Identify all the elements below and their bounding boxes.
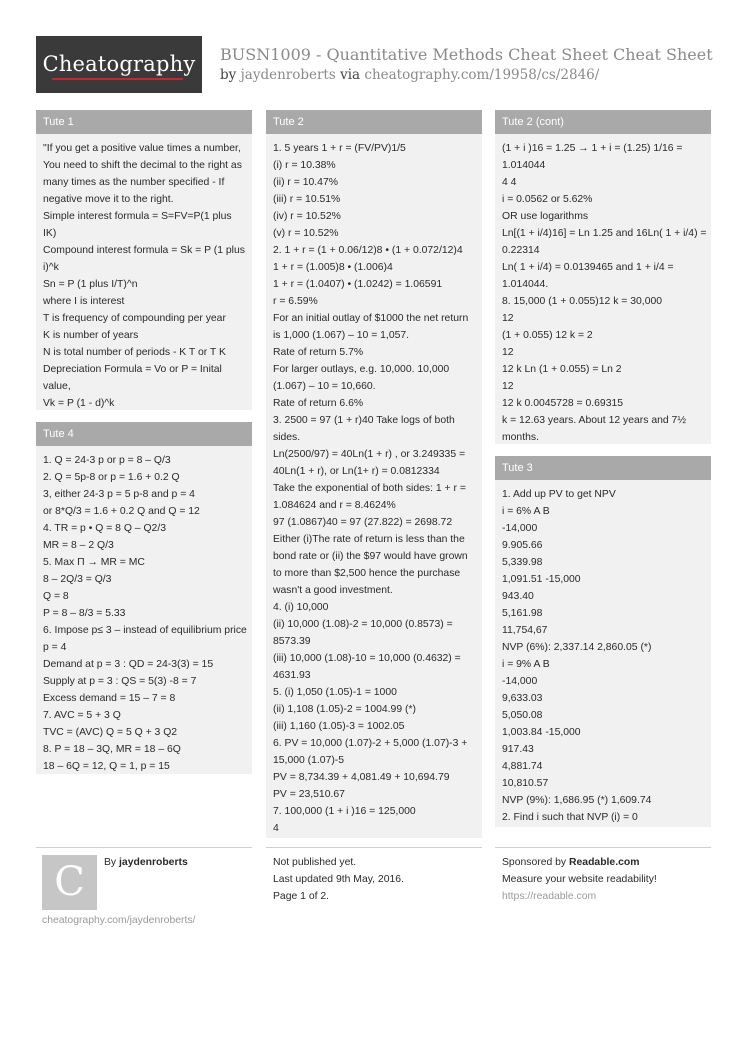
text-line: 40Ln(1 + r), or Ln(1+ r) = 0.0812334 — [273, 466, 440, 477]
avatar[interactable] — [42, 855, 97, 910]
text-line: 4 — [273, 823, 279, 834]
author-link[interactable]: jaydenroberts — [240, 67, 336, 83]
text-line: 2. 1 + r = (1 + 0.06/12)8 • (1 + 0.072/12)4 — [273, 245, 463, 256]
text-line: Ln[(1 + i/4)16] = Ln 1.25 and 16Ln( 1 + i/4) = — [502, 228, 707, 239]
text-line: (ii) 1,108 (1.05)-2 = 1004.99 (*) — [273, 704, 416, 715]
text-line: 10,810.57 — [502, 778, 549, 789]
text-line: to more than $2,500 hence the purchase — [273, 568, 461, 579]
text-line: NVP (6%): 2,337.14 2,860.05 (*) — [502, 642, 652, 653]
text-line: 0.22314 — [502, 245, 540, 256]
byline — [220, 67, 599, 83]
text-line: (iii) 10,000 (1.08)-10 = 10,000 (0.4632) = — [273, 653, 461, 664]
footer-author — [104, 854, 188, 871]
logo-underline — [52, 78, 183, 80]
text-line: (iii) r = 10.51% — [273, 194, 341, 205]
text-line: value, — [43, 381, 71, 392]
text-line: Either (i)The rate of return is less than the — [273, 534, 465, 545]
text-line: Q = 8 — [43, 591, 69, 602]
text-line: 1.084624 and r = 8.4624% — [273, 500, 396, 511]
cheatography-logo[interactable] — [36, 36, 202, 93]
text-line: 943.40 — [502, 591, 534, 602]
text-line: PV = 8,734.39 + 4,081.49 + 10,694.79 — [273, 772, 450, 783]
text-line: i = 9% A B — [502, 659, 550, 670]
text-line: 3. 2500 = 97 (1 + r)40 Take logs of both — [273, 415, 455, 426]
text-line: p = 4 — [43, 642, 67, 653]
text-line: Take the exponential of both sides: 1 + r = — [273, 483, 466, 494]
text-line: 6. PV = 10,000 (1.07)-2 + 5,000 (1.07)-3 + — [273, 738, 468, 749]
text-line: 11,754,67 — [502, 625, 548, 636]
text-line: Ln(2500/97) = 40Ln(1 + r) , or 3.249335 = — [273, 449, 466, 460]
text-line: 4 4 — [502, 177, 517, 188]
text-line: (v) r = 10.52% — [273, 228, 339, 239]
text-line: (1 + 0.055) 12 k = 2 — [502, 330, 593, 341]
text-line: 7. AVC = 5 + 3 Q — [43, 710, 121, 721]
via-word: via — [340, 67, 361, 83]
text-line: 5,050.08 — [502, 710, 543, 721]
text-line: k = 12.63 years. About 12 years and 7½ — [502, 415, 686, 426]
text-line: Demand at p = 3 : QD = 24-3(3) = 15 — [43, 659, 214, 670]
text-line: (ii) 10,000 (1.08)-2 = 10,000 (0.8573) = — [273, 619, 453, 630]
section-title: Tute 3 — [495, 456, 711, 480]
text-line: 1.014044 — [502, 160, 546, 171]
section-body — [36, 446, 252, 779]
text-line: IK) — [43, 228, 57, 239]
text-line: 5,161.98 — [502, 608, 543, 619]
text-line: 1,003.84 -15,000 — [502, 727, 581, 738]
text-line: 97 (1.0867)40 = 97 (27.822) = 2698.72 — [273, 517, 453, 528]
footer-by-word: By — [104, 857, 117, 868]
avatar-letter: C — [54, 859, 85, 905]
text-line: 7. 100,000 (1 + i )16 = 125,000 — [273, 806, 416, 817]
footer-divider — [495, 847, 711, 848]
text-line: 9,633.03 — [502, 693, 543, 704]
last-updated: Last updated 9th May, 2016. — [273, 874, 404, 885]
text-line: r = 6.59% — [273, 296, 318, 307]
section-tute-1 — [36, 110, 252, 410]
text-line: months. — [502, 432, 539, 443]
page-number: Page 1 of 2. — [273, 891, 330, 902]
text-line: (iii) 1,160 (1.05)-3 = 1002.05 — [273, 721, 405, 732]
text-line: PV = 23,510.67 — [273, 789, 345, 800]
by-word: by — [220, 67, 237, 83]
text-line: 3, either 24-3 p = 5 p-8 and p = 4 — [43, 489, 195, 500]
section-tute-3 — [495, 456, 711, 827]
text-line: (1 + i )16 = 1.25 → 1 + i = (1.25) 1/16 = — [502, 143, 683, 154]
text-line: TVC = (AVC) Q = 5 Q + 3 Q2 — [43, 727, 178, 738]
text-line: 917.43 — [502, 744, 534, 755]
text-line: You need to shift the decimal to the right as — [43, 160, 242, 171]
text-line: 2. Q = 5p-8 or p = 1.6 + 0.2 Q — [43, 472, 180, 483]
section-body — [495, 134, 711, 450]
text-line: OR use logarithms — [502, 211, 589, 222]
sponsor-line — [502, 854, 639, 871]
text-line: (iv) r = 10.52% — [273, 211, 341, 222]
text-line: 18 – 6Q = 12, Q = 1, p = 15 — [43, 761, 170, 772]
text-line: For larger outlays, e.g. 10,000. 10,000 — [273, 364, 450, 375]
text-line: wasn't a good investment. — [273, 585, 393, 596]
text-line: 9.905.66 — [502, 540, 543, 551]
footer-author-link[interactable]: jaydenroberts — [119, 857, 188, 868]
text-line: "If you get a positive value times a number, — [43, 143, 241, 154]
text-line: i = 6% A B — [502, 506, 550, 517]
text-line: 2. Find i such that NVP (i) = 0 — [502, 812, 638, 823]
section-body — [495, 480, 711, 830]
text-line: 15,000 (1.07)-5 — [273, 755, 345, 766]
text-line: Simple interest formula = S=FV=P(1 plus — [43, 211, 232, 222]
text-line: i = 0.0562 or 5.62% — [502, 194, 593, 205]
text-line: Ln( 1 + i/4) = 0.0139465 and 1 + i/4 = — [502, 262, 674, 273]
text-line: i)^k — [43, 262, 59, 273]
logo-text: Cheatography — [42, 52, 196, 76]
text-line: For an initial outlay of $1000 the net return — [273, 313, 469, 324]
text-line: 5,339.98 — [502, 557, 543, 568]
text-line: is 1,000 (1.067) – 10 = 1,057. — [273, 330, 410, 341]
text-line: NVP (9%): 1,686.95 (*) 1,609.74 — [502, 795, 652, 806]
text-line: 1.014044. — [502, 279, 549, 290]
text-line: 4. (i) 10,000 — [273, 602, 329, 613]
text-line: where I is interest — [43, 296, 125, 307]
text-line: (i) r = 10.38% — [273, 160, 336, 171]
text-line: (ii) r = 10.47% — [273, 177, 338, 188]
text-line: (1.067) – 10 = 10,660. — [273, 381, 376, 392]
text-line: N is total number of periods - K T or T K — [43, 347, 226, 358]
text-line: 1 + r = (1.0407) • (1.0242) = 1.06591 — [273, 279, 443, 290]
text-line: Rate of return 5.7% — [273, 347, 364, 358]
text-line: 1. Q = 24-3 p or p = 8 – Q/3 — [43, 455, 171, 466]
footer-author-url[interactable]: cheatography.com/jaydenroberts/ — [42, 915, 196, 926]
section-title: Tute 1 — [36, 110, 252, 134]
text-line: 6. Impose p≤ 3 – instead of equilibrium price — [43, 625, 247, 636]
text-line: Rate of return 6.6% — [273, 398, 364, 409]
sponsor-url[interactable]: https://readable.com — [502, 891, 597, 902]
text-line: Supply at p = 3 : QS = 5(3) -8 = 7 — [43, 676, 197, 687]
text-line: 8. 15,000 (1 + 0.055)12 k = 30,000 — [502, 296, 663, 307]
text-line: 4. TR = p • Q = 8 Q – Q2/3 — [43, 523, 166, 534]
text-line: 1,091.51 -15,000 — [502, 574, 581, 585]
text-line: -14,000 — [502, 523, 538, 534]
text-line: sides. — [273, 432, 301, 443]
text-line: 4631.93 — [273, 670, 311, 681]
text-line: 8573.39 — [273, 636, 311, 647]
text-line: bond rate or (ii) the $97 would have grown — [273, 551, 468, 562]
sponsor-tagline: Measure your website readability! — [502, 874, 657, 885]
text-line: 12 — [502, 313, 514, 324]
text-line: 1 + r = (1.005)8 • (1.006)4 — [273, 262, 393, 273]
text-line: 4,881.74 — [502, 761, 543, 772]
text-line: Sn = P (1 plus I/T)^n — [43, 279, 138, 290]
text-line: or 8*Q/3 = 1.6 + 0.2 Q and Q = 12 — [43, 506, 200, 517]
publish-status: Not published yet. — [273, 857, 357, 868]
text-line: K is number of years — [43, 330, 139, 341]
text-line: 8. P = 18 – 3Q, MR = 18 – 6Q — [43, 744, 181, 755]
text-line: 5. (i) 1,050 (1.05)-1 = 1000 — [273, 687, 397, 698]
section-title: Tute 2 — [266, 110, 482, 134]
text-line: 12 k Ln (1 + 0.055) = Ln 2 — [502, 364, 622, 375]
text-line: P = 8 – 8/3 = 5.33 — [43, 608, 126, 619]
text-line: Excess demand = 15 – 7 = 8 — [43, 693, 176, 704]
section-tute-4 — [36, 422, 252, 774]
text-line: Depreciation Formula = Vo or P = Inital — [43, 364, 222, 375]
text-line: Compound interest formula = Sk = P (1 plus — [43, 245, 245, 256]
footer-divider — [36, 847, 252, 848]
section-body — [36, 134, 252, 416]
text-line: 8 – 2Q/3 = Q/3 — [43, 574, 112, 585]
sponsor-link[interactable]: Readable.com — [569, 857, 640, 868]
text-line: many times as the number specified - If — [43, 177, 225, 188]
sponsor-prefix: Sponsored by — [502, 857, 567, 868]
text-line: 12 — [502, 347, 514, 358]
text-line: 5. Max Π → MR = MC — [43, 557, 145, 568]
footer-divider — [266, 847, 482, 848]
section-title: Tute 2 (cont) — [495, 110, 711, 134]
section-tute-2 — [266, 110, 482, 838]
text-line: 1. 5 years 1 + r = (FV/PV)1/5 — [273, 143, 406, 154]
section-body — [266, 134, 482, 841]
page-title: BUSN1009 - Quantitative Methods Cheat Sheet Cheat Sheet — [220, 45, 713, 64]
text-line: Vk = P (1 - d)^k — [43, 398, 115, 409]
text-line: T is frequency of compounding per year — [43, 313, 226, 324]
text-line: negative move it to the right. — [43, 194, 174, 205]
text-line: 12 — [502, 381, 514, 392]
text-line: MR = 8 – 2 Q/3 — [43, 540, 114, 551]
section-tute-2-cont — [495, 110, 711, 444]
sheet-url-link[interactable]: cheatography.com/19958/cs/2846/ — [364, 67, 600, 83]
text-line: 1. Add up PV to get NPV — [502, 489, 616, 500]
section-title: Tute 4 — [36, 422, 252, 446]
text-line: 12 k 0.0045728 = 0.69315 — [502, 398, 624, 409]
text-line: -14,000 — [502, 676, 538, 687]
